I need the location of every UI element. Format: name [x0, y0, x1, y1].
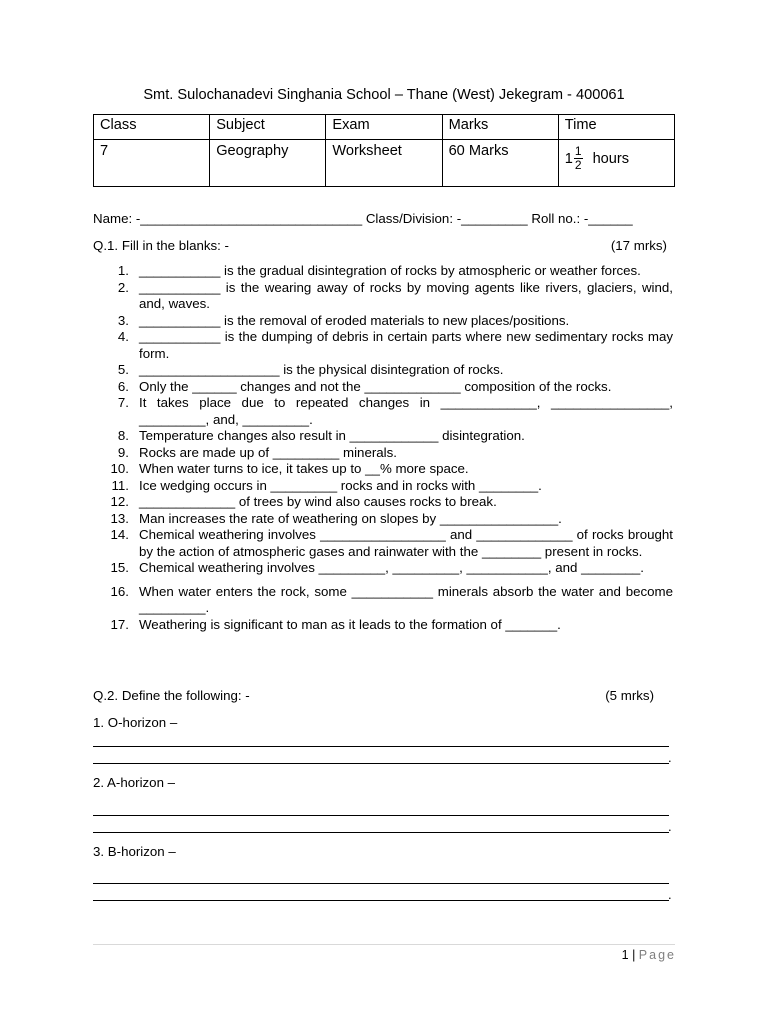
time-whole: 1	[564, 150, 573, 167]
question-item	[93, 313, 673, 330]
answer-line[interactable]	[93, 815, 669, 816]
question-number: 8.	[117, 428, 129, 443]
question-number: 15.	[110, 560, 129, 575]
question-text: ___________ is the dumping of debris in certain parts where new sedimentary rocks may form.	[139, 329, 673, 361]
question-text: ___________ is the wearing away of rocks by moving agents like rivers, glaciers, wind, and, waves.	[139, 279, 673, 311]
header-class: Class	[94, 115, 210, 140]
question-number: 10.	[110, 461, 129, 476]
line-end-dot: .	[668, 819, 672, 834]
question-item	[93, 527, 673, 560]
question-item	[93, 280, 673, 313]
question-item	[93, 494, 673, 511]
time-numerator: 1	[574, 144, 582, 158]
question-number: 7.	[117, 395, 129, 410]
q1-marks: (17 mrks)	[610, 238, 667, 253]
question-number: 5.	[117, 362, 129, 377]
answer-line[interactable]	[93, 832, 669, 833]
q2-marks: (5 mrks)	[605, 688, 654, 703]
question-text: Weathering is significant to man as it leads to the formation of _______.	[139, 616, 561, 632]
student-info-line: Name: -______________________________ Class/Division: -_________ Roll no.: -______	[93, 211, 633, 226]
question-number: 2.	[117, 279, 129, 295]
time-unit: hours	[592, 150, 630, 167]
value-marks: 60 Marks	[442, 140, 558, 187]
answer-line[interactable]	[93, 746, 669, 747]
page-footer	[622, 948, 676, 962]
header-marks: Marks	[442, 115, 558, 140]
line-end-dot: .	[668, 750, 672, 765]
value-time	[558, 140, 674, 187]
q1-title: Q.1. Fill in the blanks: -	[93, 238, 229, 253]
define-item-a-horizon: 2. A-horizon –	[93, 775, 176, 790]
footer-divider	[93, 944, 675, 945]
question-item	[93, 584, 673, 617]
question-text: Ice wedging occurs in _________ rocks and in rocks with ________.	[139, 477, 542, 493]
question-item	[93, 263, 673, 280]
question-item	[93, 617, 673, 634]
q2-title: Q.2. Define the following: -	[93, 688, 250, 703]
question-number: 3.	[117, 312, 129, 328]
question-item	[93, 478, 673, 495]
question-item	[93, 379, 673, 396]
define-item-o-horizon: 1. O-horizon –	[93, 715, 178, 730]
answer-line[interactable]	[93, 883, 669, 884]
question-text: Chemical weathering involves _________________ and _____________ of rocks brought by the action of atmospheric gases and rainwater with the ________ present in rocks.	[139, 527, 673, 559]
question-number: 4.	[117, 329, 129, 344]
line-end-dot: .	[668, 887, 672, 902]
answer-line[interactable]	[93, 763, 669, 764]
question-text: _____________ of trees by wind also causes rocks to break.	[139, 494, 497, 509]
question-text: When water turns to ice, it takes up to __% more space.	[139, 461, 469, 476]
time-denominator: 2	[574, 158, 582, 172]
value-subject: Geography	[210, 140, 326, 187]
answer-line[interactable]	[93, 900, 669, 901]
header-exam: Exam	[326, 115, 442, 140]
question-item	[93, 461, 673, 478]
exam-info-table	[93, 114, 675, 187]
question-item	[93, 329, 673, 362]
question-text: Rocks are made up of _________ minerals.	[139, 444, 397, 460]
define-item-b-horizon: 3. B-horizon –	[93, 844, 176, 859]
question-number: 14.	[110, 527, 129, 542]
q1-heading	[93, 238, 671, 253]
question-number: 13.	[110, 510, 129, 526]
question-item	[93, 395, 673, 428]
question-text: ___________ is the gradual disintegration of rocks by atmospheric or weather forces.	[139, 263, 641, 278]
header-time: Time	[558, 115, 674, 140]
question-text: Temperature changes also result in ____________ disintegration.	[139, 428, 525, 443]
question-number: 1.	[117, 263, 129, 278]
question-item	[93, 428, 673, 445]
page-separator: |	[632, 948, 636, 962]
question-text: When water enters the rock, some ___________ minerals absorb the water and become _________.	[139, 583, 673, 615]
question-number: 12.	[110, 494, 129, 509]
question-number: 17.	[110, 616, 129, 632]
question-text: ___________________ is the physical disintegration of rocks.	[139, 362, 504, 377]
question-number: 9.	[117, 444, 129, 460]
page-label: Page	[638, 948, 676, 962]
question-number: 6.	[117, 378, 129, 394]
question-number: 11.	[111, 477, 129, 493]
question-item	[93, 362, 673, 379]
page-number: 1	[621, 948, 629, 962]
question-text: Chemical weathering involves _________, _________, ___________, and ________.	[139, 560, 644, 575]
school-header: Smt. Sulochanadevi Singhania School – Thane (West) Jekegram - 400061	[143, 87, 625, 103]
q2-heading	[93, 688, 671, 703]
question-number: 16.	[110, 583, 129, 599]
question-text: Only the ______ changes and not the _____________ composition of the rocks.	[139, 378, 612, 394]
question-text: Man increases the rate of weathering on slopes by ________________.	[139, 510, 562, 526]
header-subject: Subject	[210, 115, 326, 140]
question-text: It takes place due to repeated changes in _____________, ________________, _________, and, _________.	[139, 395, 673, 427]
question-item	[93, 445, 673, 462]
value-exam: Worksheet	[326, 140, 442, 187]
value-class: 7	[94, 140, 210, 187]
question-item	[93, 560, 673, 577]
fill-in-blanks-list	[93, 263, 673, 633]
question-text: ___________ is the removal of eroded materials to new places/positions.	[139, 312, 570, 328]
question-item	[93, 511, 673, 528]
